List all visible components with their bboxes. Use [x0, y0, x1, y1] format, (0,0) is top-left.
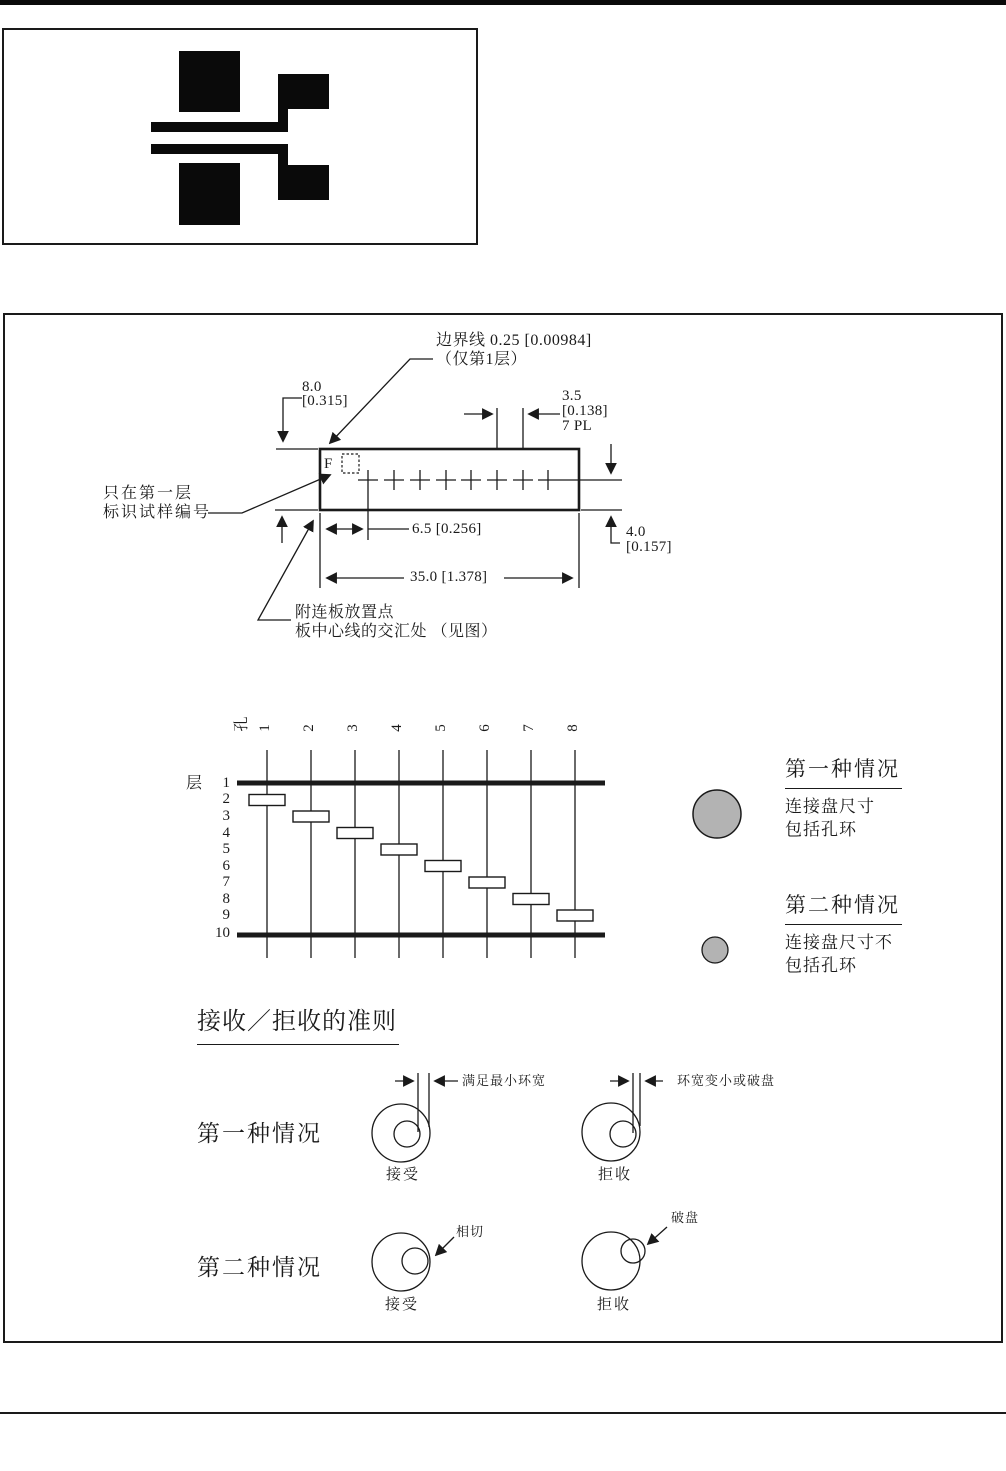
marking-label-line2: 标识试样编号 — [103, 504, 212, 521]
layer-label-9: 9 — [222, 907, 230, 923]
criteria-case1-reject: 拒收 — [598, 1167, 633, 1183]
legend-case1-body — [785, 795, 875, 841]
criteria-case2-accept: 接受 — [385, 1297, 420, 1313]
boundary-note-line1: 边界线 0.25 [0.00984] — [436, 332, 592, 349]
boundary-note — [436, 331, 592, 369]
layer-label-4: 4 — [222, 825, 230, 841]
dim-edge-mm: 4.0 — [626, 524, 646, 540]
hole-label-2: 2 — [301, 724, 317, 732]
marking-label-line1: 只在第一层 — [103, 485, 194, 502]
dim-height-mm: 8.0 — [302, 379, 322, 395]
layer-label-5: 5 — [222, 841, 230, 857]
dim-edge-in: [0.157] — [626, 538, 672, 555]
hole-crosses — [358, 470, 558, 490]
layer-label-7: 7 — [222, 874, 230, 890]
legend-case1-title-text: 第一种情况 — [785, 757, 902, 789]
placement-note-line1: 附连板放置点 — [295, 604, 395, 621]
bottom-rule — [0, 1412, 1006, 1414]
hole-label-7: 7 — [521, 724, 537, 732]
layer-label-1: 1 — [222, 775, 230, 791]
dim-pitch-mm: 3.5 — [562, 388, 582, 404]
legend-case2-line2: 包括孔环 — [785, 956, 857, 975]
legend-case1-line1: 连接盘尺寸 — [785, 797, 875, 816]
criteria-case2-reject-note: 破盘 — [671, 1210, 700, 1225]
criteria-case2-reject: 拒收 — [597, 1297, 632, 1313]
layer-label-8: 8 — [222, 891, 230, 907]
marking-label — [103, 484, 211, 522]
legend-case2-title-text: 第二种情况 — [785, 893, 902, 925]
hole-label-1: 1 — [257, 724, 273, 732]
layer-axis-label: 层 — [186, 775, 203, 792]
criteria-title — [197, 1008, 399, 1045]
layer-label-3: 3 — [222, 808, 230, 824]
criteria-case1-label: 第一种情况 — [197, 1121, 322, 1146]
dim-pitch — [562, 389, 608, 434]
legend-case2-line1: 连接盘尺寸不 — [785, 933, 893, 952]
criteria-case1-accept-note: 满足最小环宽 — [462, 1073, 547, 1088]
hole-label-5: 5 — [433, 724, 449, 732]
legend-case2-title — [785, 893, 902, 925]
placement-note-line2: 板中心线的交汇处 （见图） — [295, 623, 498, 640]
criteria-case2-label: 第二种情况 — [197, 1255, 322, 1280]
legend-case2-body — [785, 931, 893, 977]
dim-height — [302, 380, 348, 408]
dim-height-in: [0.315] — [302, 393, 348, 409]
dim-edge — [626, 525, 672, 554]
dim-length: 35.0 [1.378] — [410, 569, 488, 585]
ladder-pads — [249, 795, 593, 922]
layer-label-2: 2 — [222, 791, 230, 807]
dim-first-hole: 6.5 [0.256] — [412, 521, 482, 537]
dim-pitch-qty: 7 PL — [562, 418, 592, 434]
legend-case1-title — [785, 757, 902, 789]
boundary-note-line2: （仅第1层） — [436, 351, 528, 369]
case2-pad-circle — [702, 937, 728, 963]
criteria-case2-accept-note: 相切 — [456, 1224, 485, 1239]
placement-note — [295, 603, 498, 641]
criteria-title-text: 接收／拒收的准则 — [197, 1008, 399, 1045]
criteria-case1-reject-note: 环宽变小或破盘 — [677, 1073, 776, 1088]
layer-label-6: 6 — [222, 858, 230, 874]
layer-label-10: 10 — [215, 925, 230, 941]
hole-label-3: 3 — [345, 724, 361, 732]
hole-label-6: 6 — [477, 724, 493, 732]
criteria-case1-accept: 接受 — [386, 1167, 421, 1183]
dim-pitch-in: [0.138] — [562, 403, 608, 419]
hole-axis-label: 孔 — [234, 716, 250, 732]
hole-label-8: 8 — [565, 724, 581, 732]
legend-case1-line2: 包括孔环 — [785, 820, 857, 839]
hole-label-4: 4 — [389, 724, 405, 732]
case1-pad-circle — [693, 790, 741, 838]
fiducial-letter: F — [324, 456, 333, 472]
